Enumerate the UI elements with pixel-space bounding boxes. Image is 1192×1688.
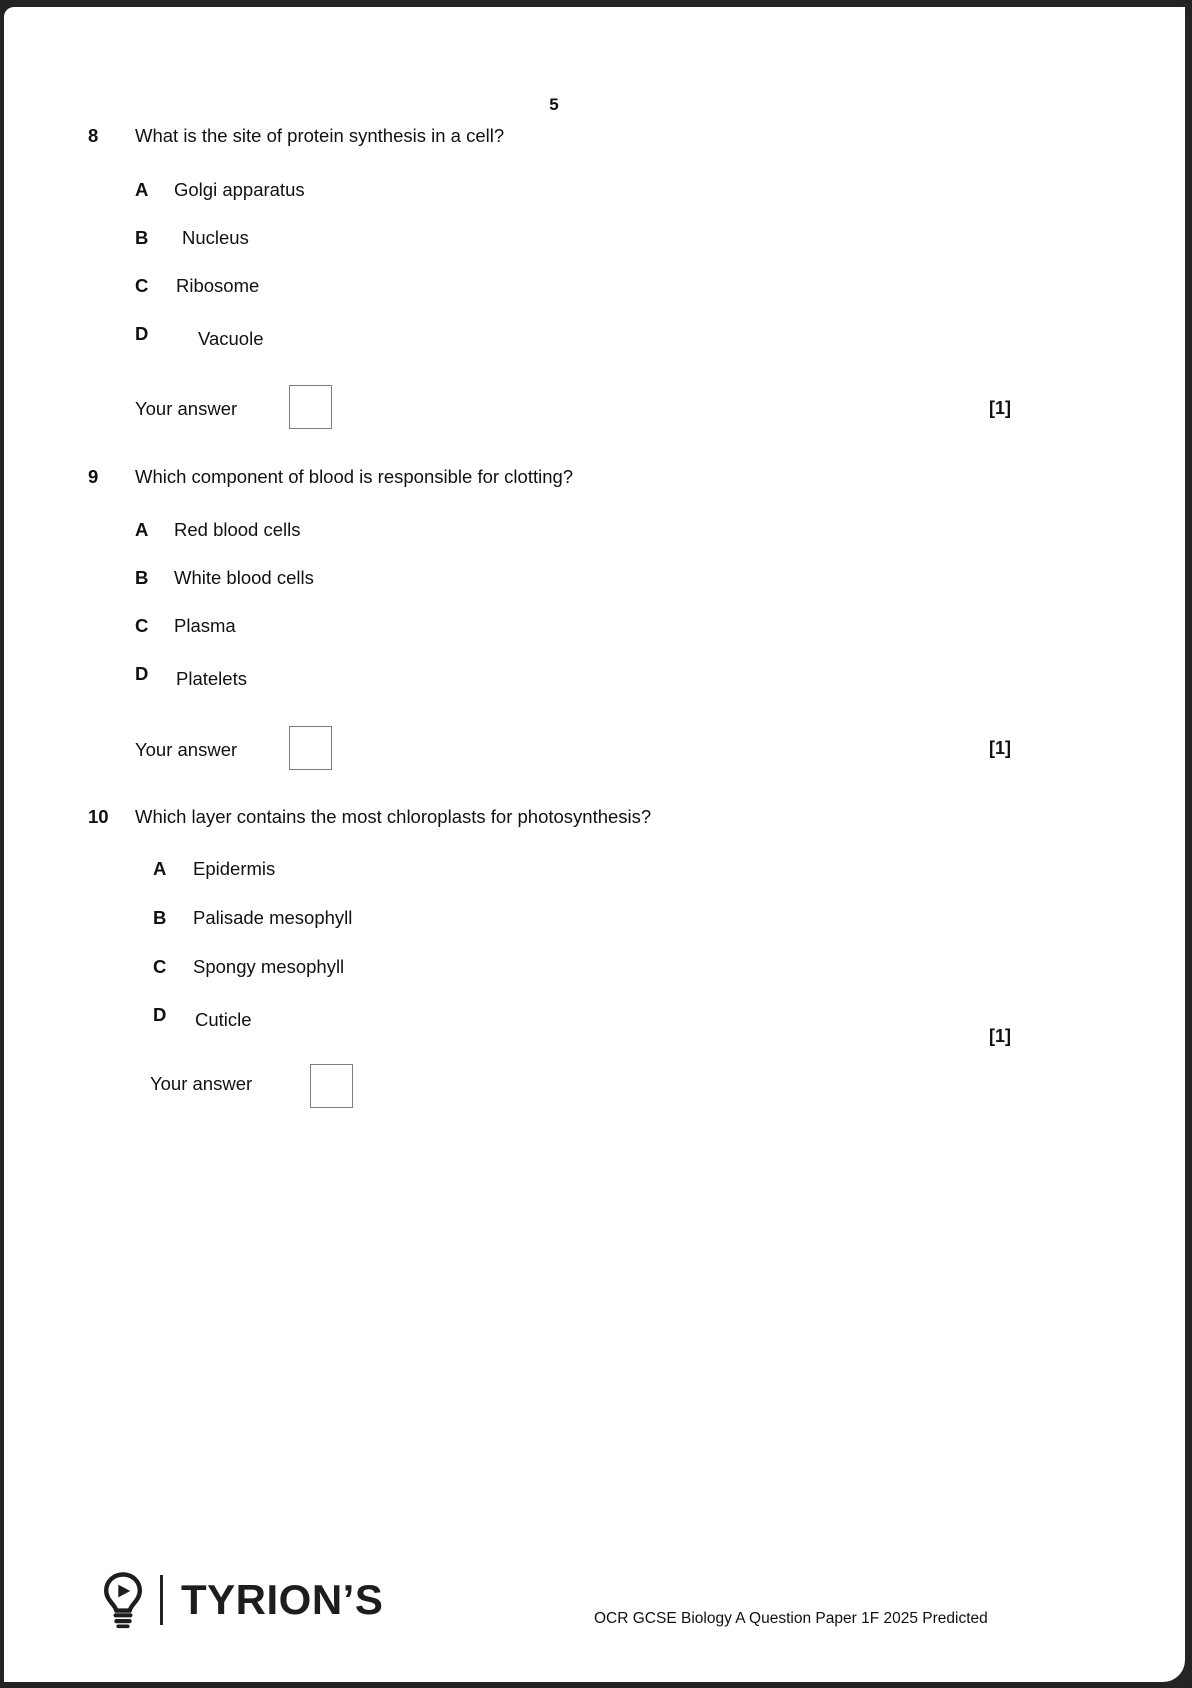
question-8-number: 8: [88, 125, 99, 146]
question-9-option-b-text: White blood cells: [174, 567, 314, 588]
question-10-option-a-letter: A: [153, 858, 167, 879]
question-10-number: 10: [88, 806, 109, 827]
question-10-option-d-letter: D: [153, 1004, 167, 1025]
question-9-text: Which component of blood is responsible for clotting?: [135, 466, 574, 487]
question-10-mark: [1]: [989, 1026, 1011, 1046]
question-9-mark: [1]: [989, 738, 1011, 758]
question-10-option-c-text: Spongy mesophyll: [193, 956, 345, 977]
question-9-option-c-text: Plasma: [174, 615, 236, 636]
question-8-option-c-text: Ribosome: [176, 275, 260, 296]
question-8-text: What is the site of protein synthesis in a cell?: [135, 125, 505, 146]
question-8-answer-label: Your answer: [135, 398, 238, 419]
question-9-option-c-letter: C: [135, 615, 149, 636]
tyrions-logo: [100, 1568, 383, 1632]
question-8-option-b-letter: B: [135, 227, 149, 248]
lightbulb-play-icon: [100, 1571, 146, 1629]
question-9-option-a-letter: A: [135, 519, 149, 540]
question-9-option-b-letter: B: [135, 567, 149, 588]
question-9-option-d-letter: D: [135, 663, 149, 684]
logo-divider: [160, 1575, 163, 1625]
question-9-option-a-text: Red blood cells: [174, 519, 301, 540]
question-8-option-d-text: Vacuole: [198, 328, 264, 349]
question-8-option-d-letter: D: [135, 323, 149, 344]
question-10: [4, 806, 1185, 1094]
question-10-answer-box[interactable]: [310, 1064, 353, 1108]
question-8-option-b-text: Nucleus: [182, 227, 249, 248]
question-9-header: [4, 466, 1185, 496]
question-9-option-d-text: Platelets: [176, 668, 247, 689]
page-number: 5: [549, 95, 559, 114]
question-8-option-a-letter: A: [135, 179, 149, 200]
question-10-header: [4, 806, 1185, 836]
logo-wordmark: TYRION’S: [181, 1576, 384, 1623]
question-8-answer-box[interactable]: [289, 385, 332, 429]
question-10-option-d-text: Cuticle: [195, 1009, 252, 1030]
exam-paper-sheet: [4, 7, 1185, 1682]
question-10-answer-label: Your answer: [150, 1073, 253, 1094]
question-8-option-c-letter: C: [135, 275, 149, 296]
question-9-answer-label: Your answer: [135, 739, 238, 760]
question-8-option-a-text: Golgi apparatus: [174, 179, 305, 200]
question-10-option-b-letter: B: [153, 907, 167, 928]
question-10-option-c-letter: C: [153, 956, 167, 977]
question-8: [4, 125, 1185, 419]
question-9: [4, 466, 1185, 760]
question-8-header: [4, 125, 1185, 155]
question-10-text: Which layer contains the most chloroplasts for photosynthesis?: [135, 806, 652, 827]
question-9-answer-box[interactable]: [289, 726, 332, 770]
question-10-option-b-text: Palisade mesophyll: [193, 907, 353, 928]
question-8-mark: [1]: [989, 398, 1011, 418]
question-10-option-a-text: Epidermis: [193, 858, 276, 879]
footer-caption: OCR GCSE Biology A Question Paper 1F 2025 Predicted: [594, 1610, 988, 1627]
question-9-number: 9: [88, 466, 99, 487]
